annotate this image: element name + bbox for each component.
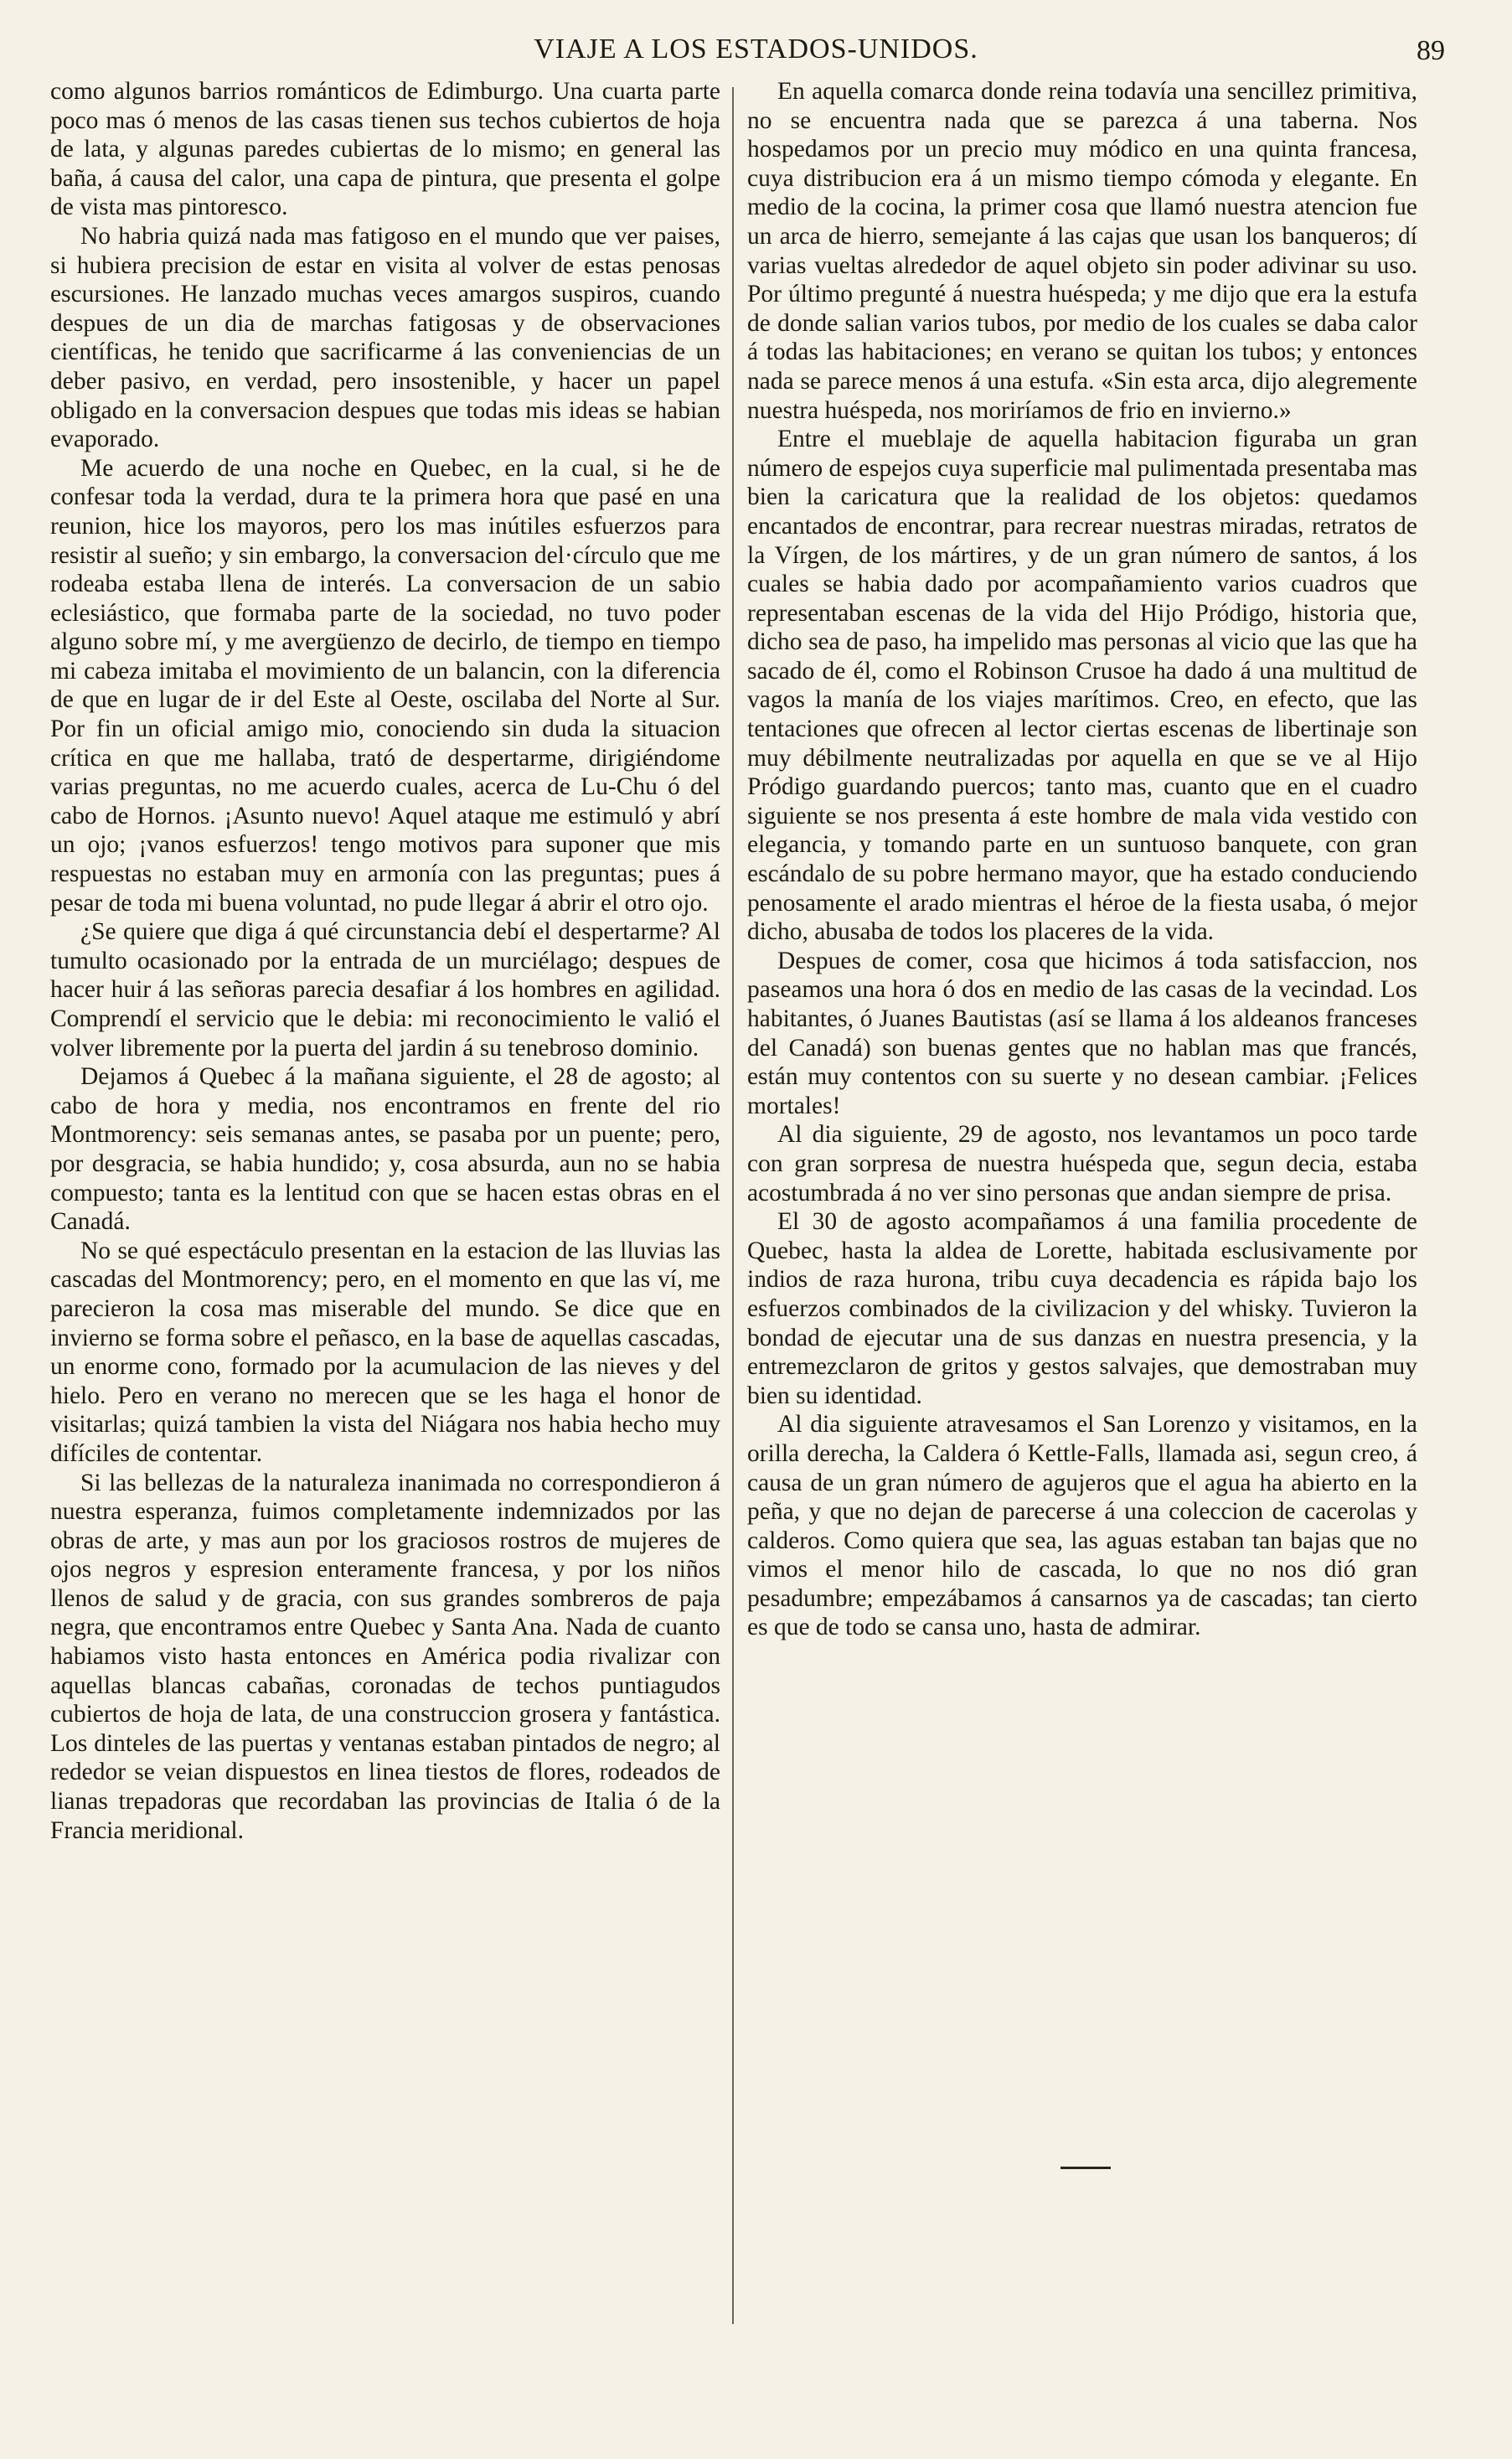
left-column [50, 77, 720, 1845]
paragraph: Dejamos á Quebec á la mañana siguiente, el 28 de agosto; al cabo de hora y media, nos encontramos en frente del rio Montmorency: seis semanas antes, se pasaba por un puente; pero, por desgracia, se habia hundido; y, cosa absurda, aun no se habia compuesto; tanta es la lentitud con que se hacen estas obras en el Canadá. [50, 1063, 720, 1236]
paragraph: No se qué espectáculo presentan en la estacion de las lluvias las cascadas del Montmorency; pero, en el momento en que las ví, me parecieron la cosa mas miserable del mundo. Se dice que en invierno se forma sobre el peñasco, en la base de aquellas cascadas, un enorme cono, formado por la acumulacion de las nieves y del hielo. Pero en verano no merecen que se les haga el honor de visitarlas; quizá tambien la vista del Niágara nos habia hecho muy difíciles de contentar. [50, 1237, 720, 1467]
section-end-rule [1060, 2167, 1111, 2169]
paragraph: como algunos barrios románticos de Edimburgo. Una cuarta parte poco mas ó menos de las casas tienen sus techos cubiertos de hoja de lata, y algunas paredes cubiertas de lo mismo; en general las baña, á causa del calor, una capa de pintura, que presenta el golpe de vista mas pintoresco. [50, 78, 720, 221]
paragraph: ¿Se quiere que diga á qué circunstancia debí el despertarme? Al tumulto ocasionado por la entrada de un murciélago; despues de hacer huir á las señoras parecia desafiar á los hombres en agilidad. Comprendí el servicio que le debia: mi reconocimiento le valió el volver libremente por la puerta del jardin á su tenebroso dominio. [50, 918, 720, 1062]
paragraph: El 30 de agosto acompañamos á una familia procedente de Quebec, hasta la aldea de Lorette, habitada esclusivamente por indios de raza hurona, tribu cuya decadencia es rápida bajo los esfuerzos combinados de la civilizacion y del whisky. Tuvieron la bondad de ejecutar una de sus danzas en nuestra presencia, y la entremezclaron de gritos y gestos salvajes, que demostraban muy bien su identidad. [747, 1208, 1417, 1409]
right-column [747, 77, 1417, 1642]
column-divider [732, 87, 734, 2324]
paragraph: Entre el mueblaje de aquella habitacion figuraba un gran número de espejos cuya superficie mal pulimentada presentaba mas bien la caricatura que la realidad de los objetos: quedamos encantados de encontrar, para recrear nuestras miradas, retratos de la Vírgen, de los mártires, y de un gran número de santos, á los cuales se habia dado por acompañamiento varios cuadros que representaban escenas de la vida del Hijo Pródigo, historia que, dicho sea de paso, ha impelido mas personas al vicio que las que ha sacado de él, como el Robinson Crusoe ha dado á una multitud de vagos la manía de los viajes marítimos. Creo, en efecto, que las tentaciones que ofrecen al lector ciertas escenas de libertinaje son muy débilmente neutralizadas por aquella en que se ve al Hijo Pródigo guardando puercos; tanto mas, cuanto que en el cuadro siguiente se nos presenta á este hombre de mala vida vestido con elegancia, y tomando parte en un suntuoso banquete, con gran escándalo de su pobre hermano mayor, que ha estado conduciendo penosamente el arado mientras el héroe de la fiesta usaba, ó mejor dicho, abusaba de todos los placeres de la vida. [747, 426, 1417, 946]
running-title: VIAJE A LOS ESTADOS-UNIDOS. [534, 34, 978, 65]
paragraph: Despues de comer, cosa que hicimos á toda satisfaccion, nos paseamos una hora ó dos en medio de las casas de la vecindad. Los habitantes, ó Juanes Bautistas (así se llama á los aldeanos franceses del Canadá) son buenas gentes que no hablan mas que francés, están muy contentos con su suerte y no desean cambiar. ¡Felices mortales! [747, 947, 1417, 1119]
paragraph: Si las bellezas de la naturaleza inanimada no correspondieron á nuestra esperanza, fuimos completamente indemnizados por las obras de arte, y mas aun por los graciosos rostros de mujeres de ojos negros y espresion enteramente francesa, y por los niños llenos de salud y de gracia, con sus grandes sombreros de paja negra, que encontramos entre Quebec y Santa Ana. Nada de cuanto habiamos visto hasta entonces en América podia rivalizar con aquellas blancas cabañas, coronadas de techos puntiagudos cubiertos de hoja de lata, de una construccion grosera y fantástica. Los dinteles de las puertas y ventanas estaban pintados de negro; al rededor se veian dispuestos en linea tiestos de flores, rodeados de lianas trepadoras que recordaban las provincias de Italia ó de la Francia meridional. [50, 1469, 720, 1844]
page-number: 89 [1417, 35, 1445, 66]
paragraph: Al dia siguiente, 29 de agosto, nos levantamos un poco tarde con gran sorpresa de nuestra huéspeda que, segun decia, estaba acostumbrada á no ver sino personas que andan siempre de prisa. [747, 1121, 1417, 1206]
page-header [50, 34, 1462, 75]
paragraph: Me acuerdo de una noche en Quebec, en la cual, si he de confesar toda la verdad, dura te la primera hora que pasé en una reunion, hice los mayoros, pero los mas inútiles esfuerzos para resistir al sueño; y sin embargo, la conversacion del·círculo que me rodeaba estaba llena de interés. La conversacion de un sabio eclesiástico, que formaba parte de la sociedad, no tuvo poder alguno sobre mí, y me avergüenzo de decirlo, de tiempo en tiempo mi cabeza imitaba el movimiento de un balancin, con la diferencia de que en lugar de ir del Este al Oeste, oscilaba del Norte al Sur. Por fin un oficial amigo mio, conociendo sin duda la situacion crítica en que me hallaba, trató de despertarme, dirigiéndome varias preguntas, no me acuerdo cuales, acerca de Lu-Chu ó del cabo de Hornos. ¡Asunto nuevo! Aquel ataque me estimuló y abrí un ojo; ¡vanos esfuerzos! tengo motivos para suponer que mis respuestas no estaban muy en armonía con las preguntas; pues á pesar de toda mi buena voluntad, no pude llegar á abrir el otro ojo. [50, 454, 720, 917]
paragraph: Al dia siguiente atravesamos el San Lorenzo y visitamos, en la orilla derecha, la Caldera ó Kettle-Falls, llamada asi, segun creo, á causa de un gran número de agujeros que el agua ha abierto en la peña, y que no dejan de parecerse á una coleccion de cacerolas y calderos. Como quiera que sea, las aguas estaban tan bajas que no vimos el menor hilo de cascada, lo que no nos dió gran pesadumbre; empezábamos á cansarnos ya de cascadas; tan cierto es que de todo se cansa uno, hasta de admirar. [747, 1411, 1417, 1641]
paragraph: No habria quizá nada mas fatigoso en el mundo que ver paises, si hubiera precision de estar en visita al volver de estas penosas escursiones. He lanzado muchas veces amargos suspiros, cuando despues de un dia de marchas fatigosas y de observaciones científicas, he tenido que sacrificarme á las conveniencias de un deber pasivo, en verdad, pero insostenible, y hacer un papel obligado en la conversacion despues que todas mis ideas se habian evaporado. [50, 222, 720, 453]
paragraph: En aquella comarca donde reina todavía una sencillez primitiva, no se encuentra nada que se parezca á una taberna. Nos hospedamos por un precio muy módico en una quinta francesa, cuya distribucion era á un mismo tiempo cómoda y elegante. En medio de la cocina, la primer cosa que llamó nuestra atencion fue un arca de hierro, semejante á las cajas que usan los banqueros; dí varias vueltas alrededor de aquel objeto sin poder adivinar su uso. Por último pregunté á nuestra huéspeda; y me dijo que era la estufa de donde salian varios tubos, por medio de los cuales se daba calor á todas las habitaciones; en verano se quitan los tubos; y entonces nada se parece menos á una estufa. «Sin esta arca, dijo alegremente nuestra huéspeda, nos moriríamos de frio en invierno.» [747, 78, 1417, 424]
